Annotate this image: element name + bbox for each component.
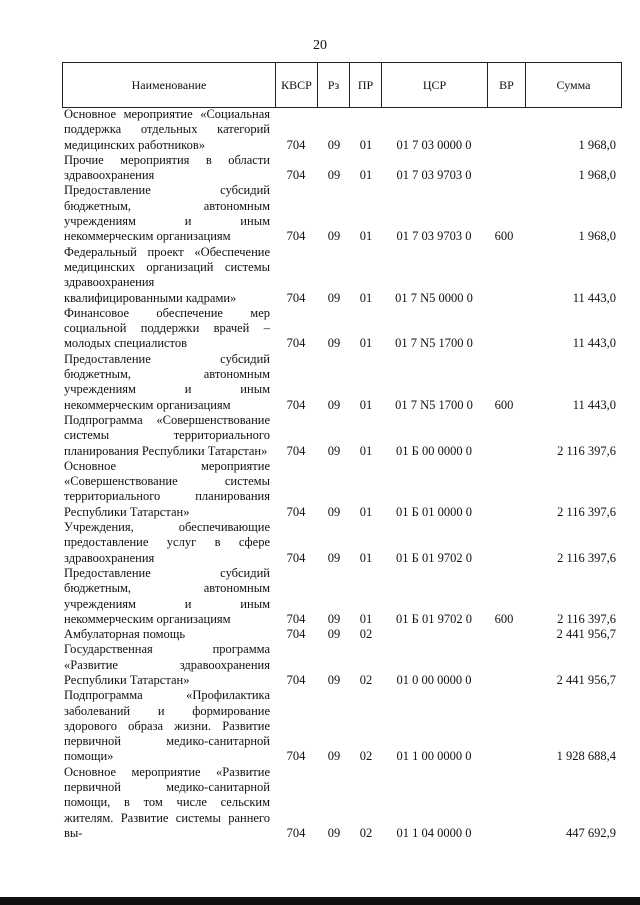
row-pr: 01: [359, 611, 373, 626]
table-row: [0, 306, 640, 352]
row-csr: 01 7 N5 1700 0: [395, 336, 473, 351]
row-pr: 01: [359, 137, 373, 152]
row-pr: 01: [359, 397, 373, 412]
row-csr: 01 Б 01 9702 0: [396, 611, 472, 626]
row-kvsr: 704: [286, 504, 306, 519]
row-sum: 447 692,9: [566, 825, 616, 840]
table-row: [0, 688, 640, 764]
row-csr: 01 7 N5 0000 0: [395, 290, 473, 305]
row-sum: 2 441 956,7: [556, 627, 616, 642]
row-name: Финансовое обеспечение мер социальной поддержки врачей – молодых специалистов: [64, 305, 270, 351]
row-rz: 09: [327, 290, 341, 305]
row-pr: 01: [359, 443, 373, 458]
row-name: Основное мероприятие «Социальная поддержка отдельных категорий медицинских работников»: [64, 107, 270, 152]
row-pr: 01: [359, 229, 373, 244]
row-kvsr: 704: [286, 627, 306, 642]
row-csr: 01 7 03 0000 0: [396, 137, 472, 152]
table-row: [0, 413, 640, 459]
row-pr: 01: [359, 168, 373, 183]
table-row: [0, 520, 640, 566]
row-pr: 01: [359, 290, 373, 305]
header-rz: Рз: [318, 63, 350, 108]
row-rz: 09: [327, 229, 341, 244]
row-kvsr: 704: [286, 825, 306, 840]
header-vr: ВР: [488, 63, 526, 108]
row-name: Предоставление субсидий бюджетным, автономным учреждениям и иным некоммерческим организациям: [64, 565, 270, 626]
row-rz: 09: [327, 397, 341, 412]
row-rz: 09: [327, 611, 341, 626]
row-csr: 01 7 03 9703 0: [396, 229, 472, 244]
row-vr: 600: [494, 397, 514, 412]
row-pr: 02: [359, 749, 373, 764]
header-pr: ПР: [350, 63, 382, 108]
row-csr: 01 0 00 0000 0: [396, 672, 472, 687]
row-kvsr: 704: [286, 290, 306, 305]
table-row: [0, 352, 640, 413]
header-csr: ЦСР: [382, 63, 488, 108]
row-rz: 09: [327, 336, 341, 351]
row-name: Основное мероприятие «Совершенствование системы территориального планирования Республики Татарстан»: [64, 458, 270, 519]
row-sum: 1 968,0: [578, 168, 616, 183]
row-kvsr: 704: [286, 611, 306, 626]
row-csr: 01 7 N5 1700 0: [395, 397, 473, 412]
page-number: 20: [313, 38, 327, 53]
row-pr: 01: [359, 336, 373, 351]
table-row: [0, 153, 640, 184]
row-name: Предоставление субсидий бюджетным, автономным учреждениям и иным некоммерческим организациям: [64, 183, 270, 244]
row-kvsr: 704: [286, 550, 306, 565]
row-pr: 02: [359, 627, 373, 642]
row-csr: 01 Б 01 9702 0: [396, 550, 472, 565]
row-kvsr: 704: [286, 397, 306, 412]
table-row: [0, 183, 640, 244]
row-rz: 09: [327, 749, 341, 764]
row-vr: 600: [494, 611, 514, 626]
header-name: Наименование: [63, 63, 276, 108]
row-name: Основное мероприятие «Развитие первичной медико-санитарной помощи, в том числе сельским жителям. Развитие системы раннего вы-: [64, 764, 270, 840]
table-row: [0, 107, 640, 153]
row-name: Подпрограмма «Профилактика заболеваний и формирование здорового образа жизни. Развитие первичной медико-санитарной помощи»: [64, 688, 270, 764]
row-csr: 01 Б 01 0000 0: [396, 504, 472, 519]
row-rz: 09: [327, 137, 341, 152]
table-row: [0, 627, 640, 642]
row-csr: 01 1 00 0000 0: [396, 749, 472, 764]
row-csr: 01 7 03 9703 0: [396, 168, 472, 183]
table-body: [0, 107, 640, 841]
row-name: Прочие мероприятия в области здравоохранения: [64, 152, 270, 183]
row-sum: 2 116 397,6: [557, 611, 616, 626]
row-pr: 01: [359, 504, 373, 519]
row-kvsr: 704: [286, 336, 306, 351]
row-kvsr: 704: [286, 229, 306, 244]
row-sum: 2 116 397,6: [557, 550, 616, 565]
row-rz: 09: [327, 825, 341, 840]
row-rz: 09: [327, 504, 341, 519]
row-sum: 2 116 397,6: [557, 504, 616, 519]
scan-edge-band: [0, 897, 640, 905]
row-vr: 600: [494, 229, 514, 244]
row-sum: 2 116 397,6: [557, 443, 616, 458]
row-sum: 11 443,0: [572, 336, 616, 351]
table-row: [0, 459, 640, 520]
row-sum: 11 443,0: [572, 397, 616, 412]
row-rz: 09: [327, 550, 341, 565]
row-csr: 01 Б 00 0000 0: [396, 443, 472, 458]
row-rz: 09: [327, 672, 341, 687]
table-row: [0, 245, 640, 306]
row-kvsr: 704: [286, 749, 306, 764]
row-kvsr: 704: [286, 443, 306, 458]
table-row: [0, 642, 640, 688]
row-kvsr: 704: [286, 168, 306, 183]
header-kvsr: КВСР: [276, 63, 318, 108]
row-sum: 1 968,0: [578, 137, 616, 152]
row-sum: 11 443,0: [572, 290, 616, 305]
row-csr: 01 1 04 0000 0: [396, 825, 472, 840]
table-row: [0, 765, 640, 841]
row-name: Государственная программа «Развитие здравоохранения Республики Татарстан»: [64, 642, 270, 687]
row-name: Амбулаторная помощь: [64, 627, 186, 642]
row-pr: 02: [359, 672, 373, 687]
row-sum: 1 928 688,4: [556, 749, 616, 764]
row-rz: 09: [327, 443, 341, 458]
table-header: [62, 62, 622, 108]
row-name: Федеральный проект «Обеспечение медицинских организаций системы здравоохранения квалифицированными кадрами»: [64, 244, 270, 305]
row-sum: 2 441 956,7: [556, 672, 616, 687]
table-row: [0, 566, 640, 627]
header-sum: Сумма: [526, 63, 622, 108]
row-name: Подпрограмма «Совершенствование системы территориального планирования Республики Татарстан»: [64, 412, 270, 458]
row-kvsr: 704: [286, 137, 306, 152]
row-kvsr: 704: [286, 672, 306, 687]
row-pr: 01: [359, 550, 373, 565]
row-name: Предоставление субсидий бюджетным, автономным учреждениям и иным некоммерческим организациям: [64, 351, 270, 412]
row-name: Учреждения, обеспечивающие предоставление услуг в сфере здравоохранения: [64, 520, 270, 565]
row-rz: 09: [327, 627, 341, 642]
row-pr: 02: [359, 825, 373, 840]
row-rz: 09: [327, 168, 341, 183]
row-sum: 1 968,0: [578, 229, 616, 244]
